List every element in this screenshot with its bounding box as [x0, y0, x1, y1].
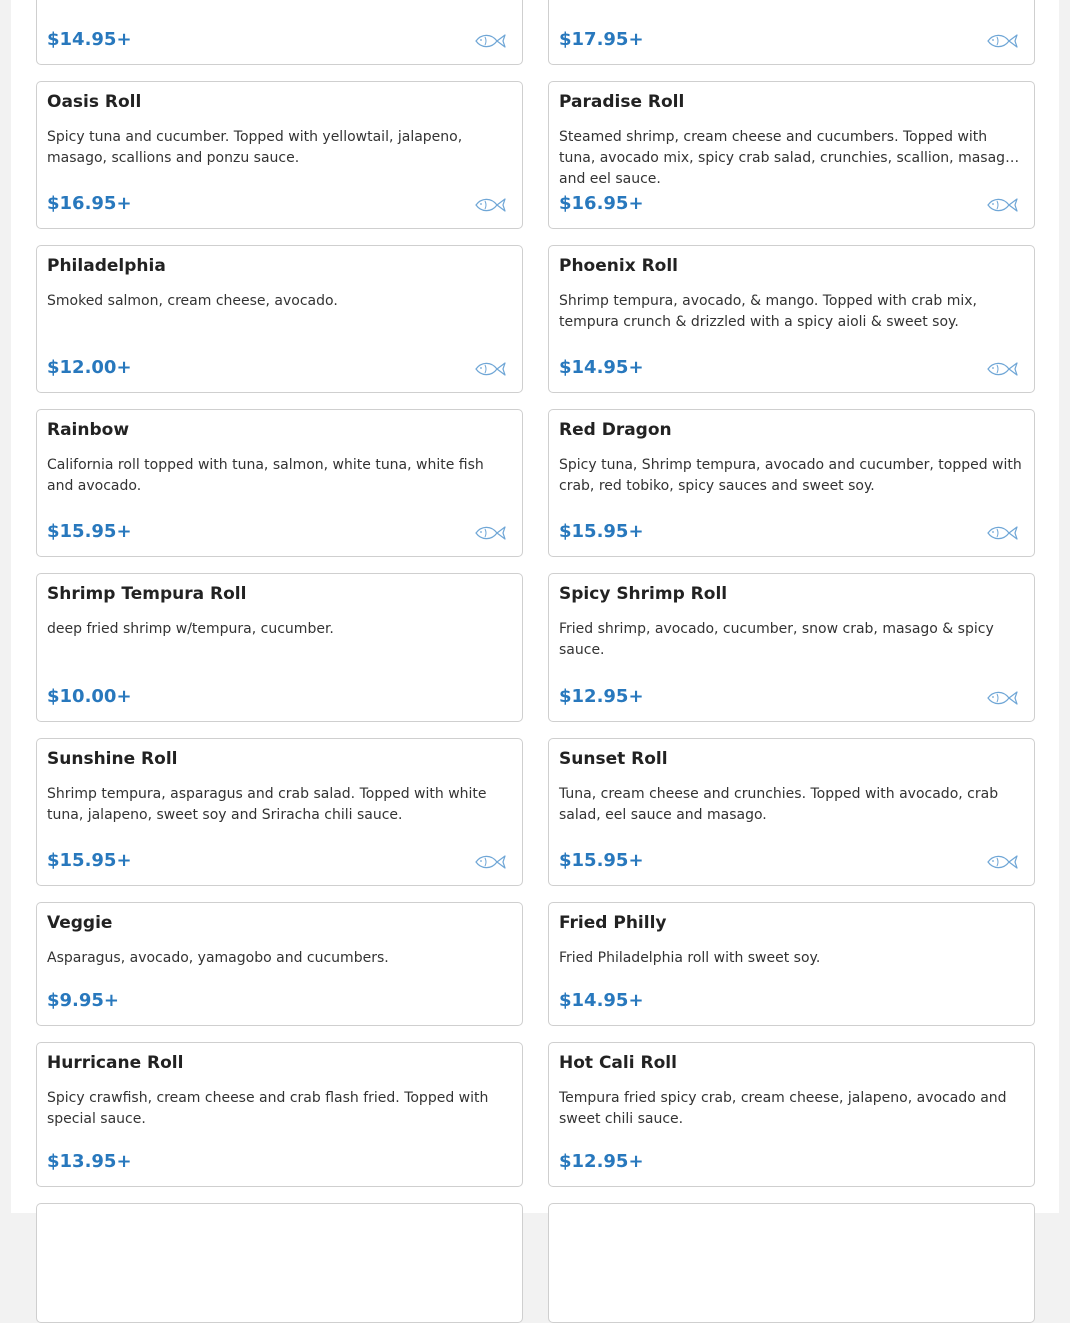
fish-icon	[474, 853, 506, 871]
menu-item-price: $14.95+	[559, 990, 644, 1011]
fish-icon	[986, 853, 1018, 871]
menu-item-card[interactable]	[548, 1203, 1035, 1323]
menu-item-price: $10.00+	[47, 686, 132, 707]
menu-item-price: $14.95+	[47, 29, 132, 50]
menu-item-card[interactable]	[548, 0, 1035, 65]
menu-item-card[interactable]	[36, 1203, 523, 1323]
menu-item-description: Spicy crawfish, cream cheese and crab flash fried. Topped with special sauce.	[47, 1090, 489, 1127]
menu-item-name: Oasis Roll	[47, 92, 142, 112]
menu-item-card[interactable]	[36, 738, 523, 886]
menu-item-card[interactable]	[36, 409, 523, 557]
fish-icon	[474, 360, 506, 378]
menu-item-price: $16.95+	[559, 193, 644, 214]
menu-item-description: Spicy tuna and cucumber. Topped with yellowtail, jalapeno, masago, scallions and ponzu sauce.	[47, 129, 463, 166]
menu-item-name: Spicy Shrimp Roll	[559, 584, 728, 604]
menu-item-description: Shrimp tempura, avocado, & mango. Topped with crab mix, tempura crunch & drizzled with a spicy aioli & sweet soy.	[559, 293, 977, 330]
menu-item-name: Phoenix Roll	[559, 256, 679, 276]
menu-item-description: Steamed shrimp, cream cheese and cucumbers. Topped with tuna, avocado mix, spicy crab salad, crunchies, scallion, masago and eel sauce.	[559, 129, 1014, 187]
menu-item-description: Shrimp tempura, asparagus and crab salad. Topped with white tuna, jalapeno, sweet soy and Sriracha chili sauce.	[47, 786, 487, 823]
fish-icon	[986, 689, 1018, 707]
menu-item-name: Paradise Roll	[559, 92, 685, 112]
menu-item-name: Hurricane Roll	[47, 1053, 184, 1073]
menu-item-name: Sunshine Roll	[47, 749, 178, 769]
menu-item-card[interactable]	[548, 245, 1035, 393]
menu-item-description: Spicy tuna, Shrimp tempura, avocado and cucumber, topped with crab, red tobiko, spicy sauces and sweet soy.	[559, 457, 1022, 494]
menu-item-description: Asparagus, avocado, yamagobo and cucumbers.	[47, 950, 389, 966]
menu-item-price: $15.95+	[559, 850, 644, 871]
fish-icon	[474, 32, 506, 50]
menu-item-description: Fried shrimp, avocado, cucumber, snow crab, masago & spicy sauce.	[559, 621, 994, 658]
menu-item-name: Sunset Roll	[559, 749, 668, 769]
menu-item-description: Tuna, cream cheese and crunchies. Topped with avocado, crab salad, eel sauce and masago.	[559, 786, 999, 823]
fish-icon	[474, 196, 506, 214]
menu-item-card[interactable]	[36, 573, 523, 722]
menu-item-card[interactable]	[36, 0, 523, 65]
menu-item-price: $17.95+	[559, 29, 644, 50]
menu-item-card[interactable]	[548, 902, 1035, 1026]
menu-item-price: $15.95+	[559, 521, 644, 542]
menu-item-name: Red Dragon	[559, 420, 672, 440]
menu-item-price: $16.95+	[47, 193, 132, 214]
menu-item-price: $15.95+	[47, 850, 132, 871]
menu-item-description: California roll topped with tuna, salmon, white tuna, white fish and avocado.	[47, 457, 484, 494]
fish-icon	[986, 196, 1018, 214]
menu-item-price: $9.95+	[47, 990, 120, 1011]
menu-item-card[interactable]	[36, 245, 523, 393]
menu-item-name: Rainbow	[47, 420, 130, 440]
menu-item-description: Fried Philadelphia roll with sweet soy.	[559, 950, 821, 966]
menu-item-card[interactable]	[548, 738, 1035, 886]
menu-item-description: deep fried shrimp w/tempura, cucumber.	[47, 621, 334, 637]
menu-item-name: Fried Philly	[559, 913, 667, 933]
menu-item-name: Shrimp Tempura Roll	[47, 584, 247, 604]
menu-item-description: Tempura fried spicy crab, cream cheese, jalapeno, avocado and sweet chili sauce.	[559, 1090, 1007, 1127]
menu-item-name: Veggie	[47, 913, 113, 933]
menu-item-card[interactable]	[36, 1042, 523, 1187]
fish-icon	[986, 360, 1018, 378]
menu-item-price: $15.95+	[47, 521, 132, 542]
menu-item-name: Hot Cali Roll	[559, 1053, 677, 1073]
menu-item-card[interactable]	[36, 81, 523, 229]
menu-item-price: $14.95+	[559, 357, 644, 378]
menu-item-card[interactable]	[548, 1042, 1035, 1187]
menu-item-card[interactable]	[548, 81, 1035, 229]
menu-item-description: Smoked salmon, cream cheese, avocado.	[47, 293, 338, 309]
menu-item-price: $13.95+	[47, 1151, 132, 1172]
fish-icon	[986, 524, 1018, 542]
fish-icon	[986, 32, 1018, 50]
menu-item-name: Philadelphia	[47, 256, 166, 276]
menu-item-price: $12.95+	[559, 1151, 644, 1172]
fish-icon	[474, 524, 506, 542]
menu-page	[11, 0, 1059, 1213]
menu-item-card[interactable]	[548, 409, 1035, 557]
menu-item-card[interactable]	[548, 573, 1035, 722]
menu-item-price: $12.00+	[47, 357, 132, 378]
menu-item-card[interactable]	[36, 902, 523, 1026]
menu-item-price: $12.95+	[559, 686, 644, 707]
